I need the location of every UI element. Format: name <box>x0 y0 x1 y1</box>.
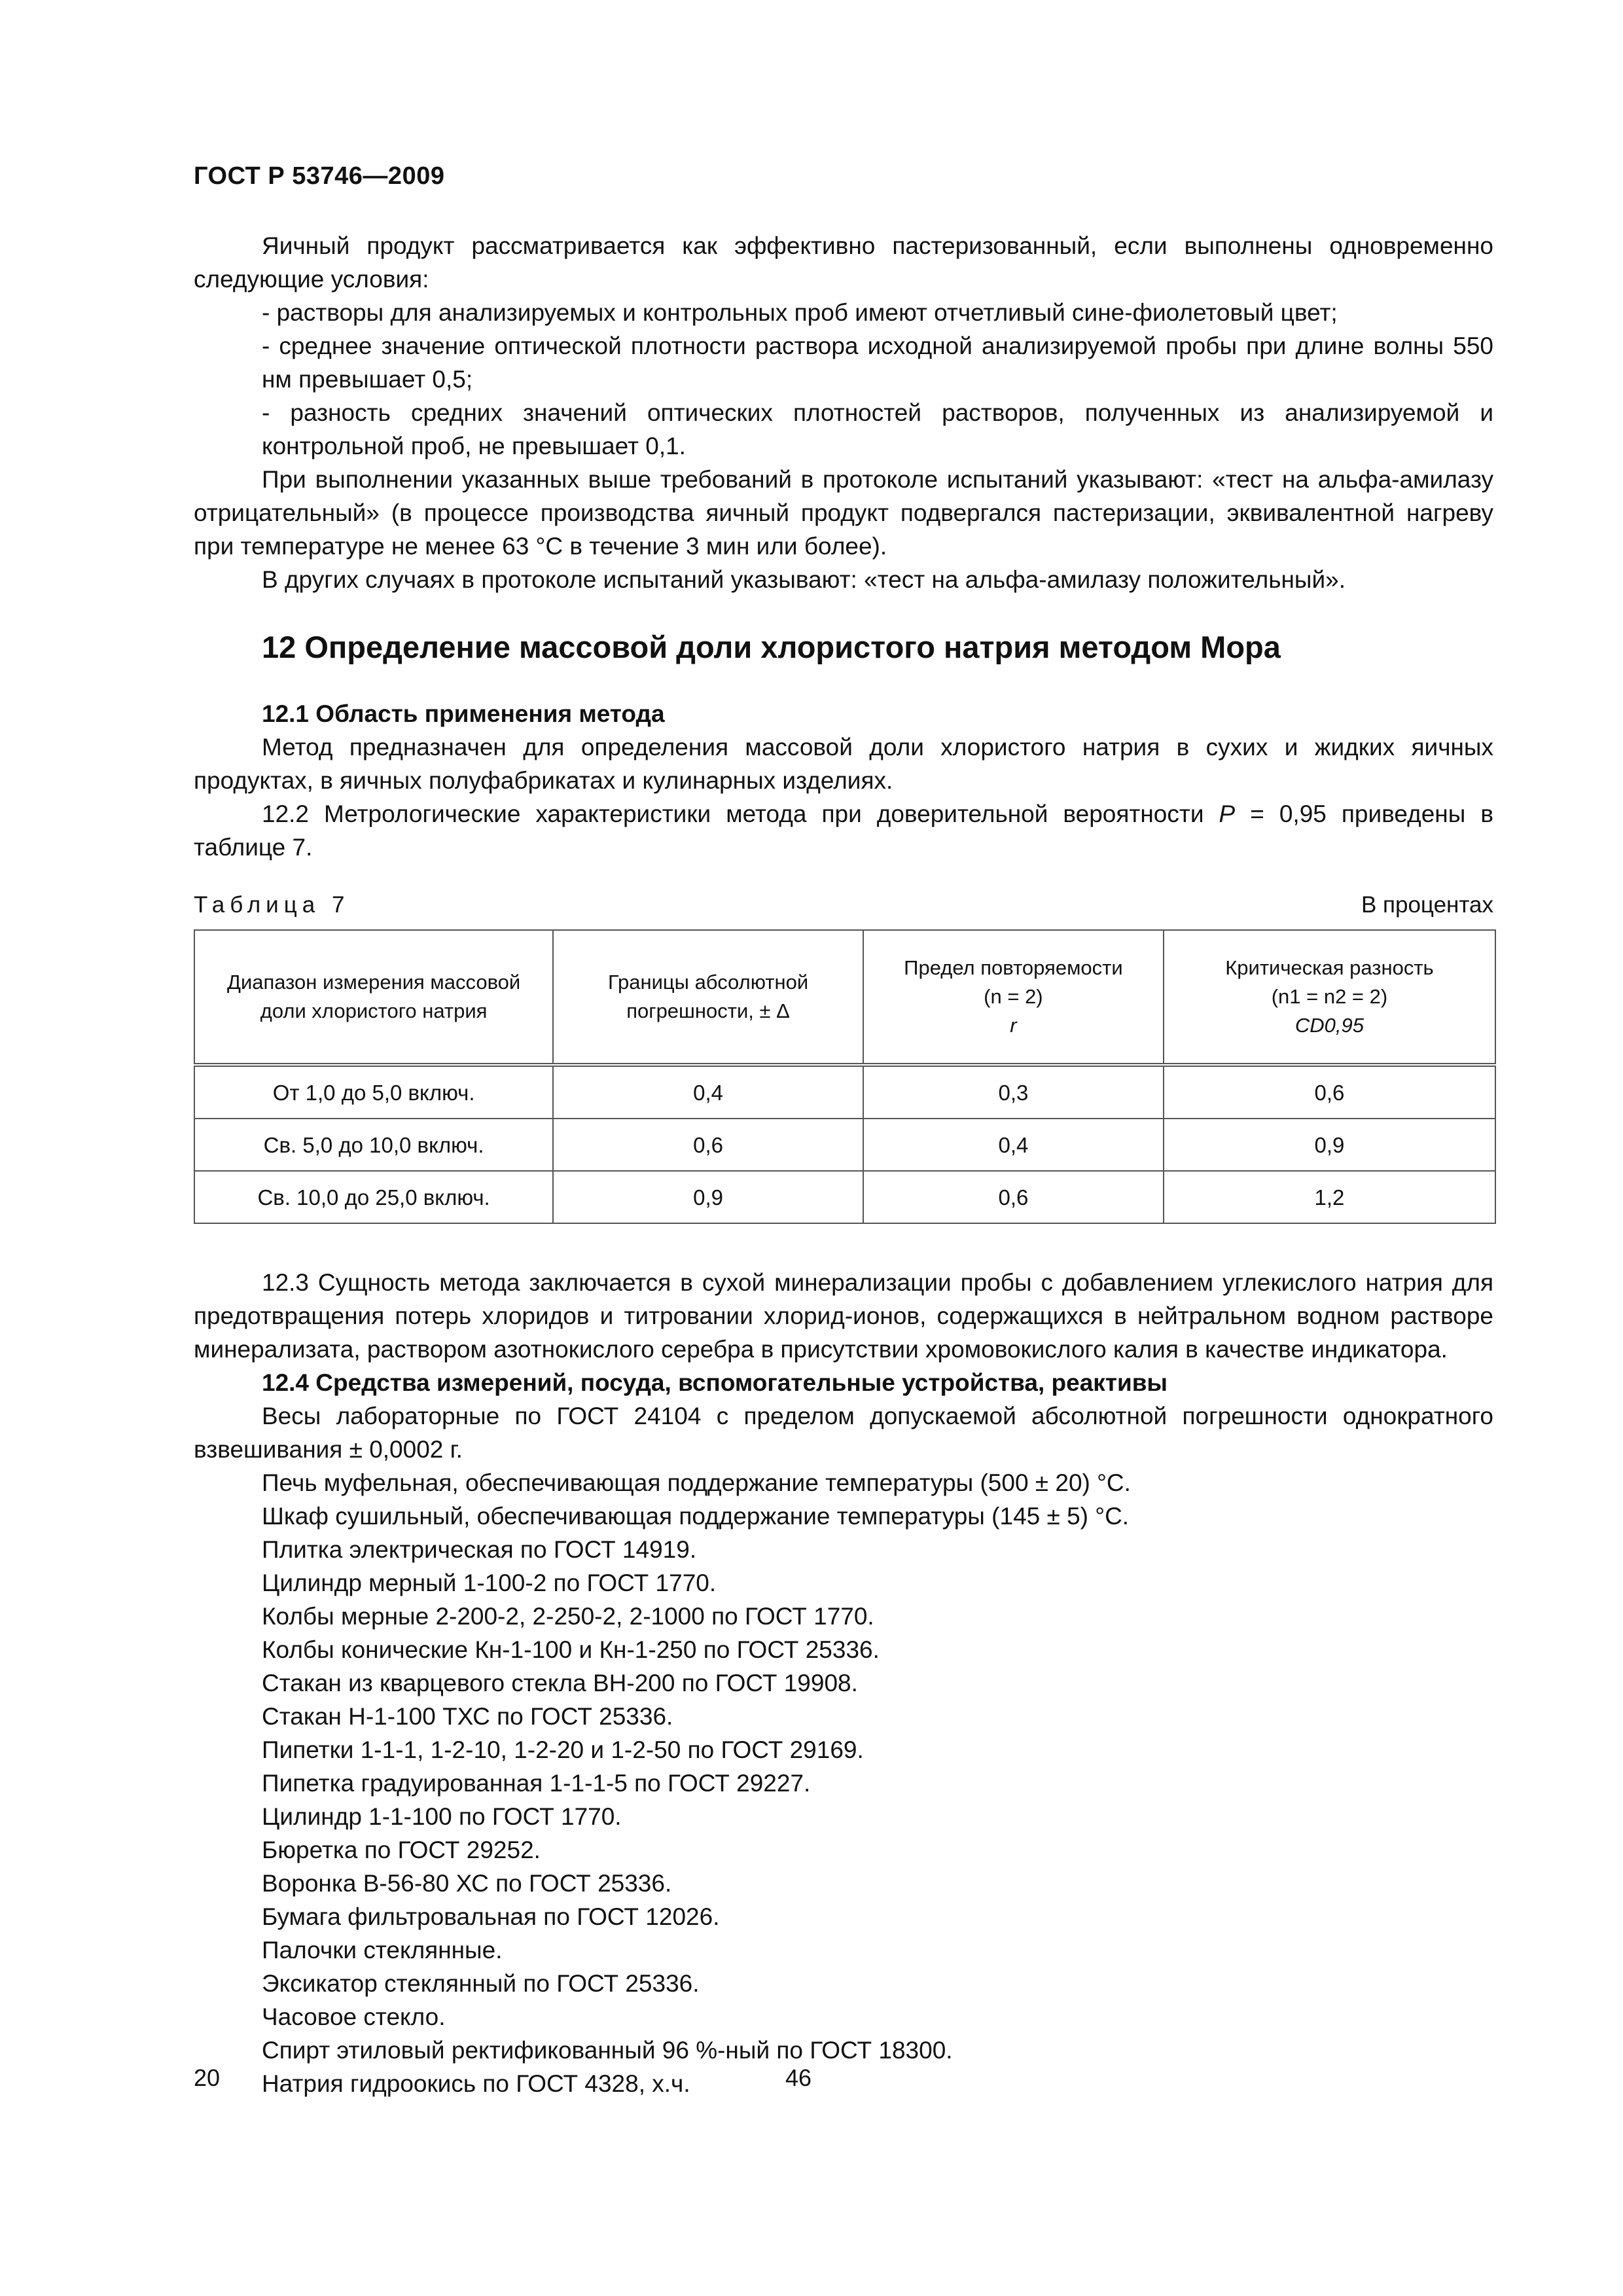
table-row <box>194 1119 1495 1171</box>
result-paragraph: В других случаях в протоколе испытаний указывают: «тест на альфа-амилазу положительный». <box>262 566 1346 593</box>
page-number-left: 20 <box>194 2064 221 2091</box>
header-range: Диапазон измерения массовой доли хлористого натрия <box>194 930 553 1065</box>
cell-repeatability: 0,4 <box>863 1119 1164 1171</box>
equipment-item: Цилиндр 1-1-100 по ГОСТ 1770. <box>262 1803 622 1830</box>
equipment-item: Бюретка по ГОСТ 29252. <box>262 1837 541 1863</box>
header-repeatability <box>863 930 1164 1065</box>
intro-paragraph: Яичный продукт рассматривается как эффективно пастеризованный, если выполнены одновременно следующие условия: <box>194 232 1493 293</box>
equipment-item: Палочки стеклянные. <box>262 1937 503 1964</box>
essence-paragraph: 12.3 Сущность метода заключается в сухой минерализации пробы с добавлением углекислого натрия для предотвращения потерь хлоридов и титровании хлорид-ионов, содержащихся в нейтральном водном растворе минерализата, раствором азотнокислого серебра в присутствии хромовокислого калия в качестве индикатора. <box>194 1269 1493 1363</box>
table-row <box>194 1171 1495 1223</box>
header-critical-n: (n1 = n2 = 2) <box>1271 985 1388 1008</box>
page-number-center: 46 <box>785 2064 812 2091</box>
section-title: 12 Определение массовой доли хлористого натрия методом Мора <box>262 630 1281 664</box>
condition-item: - среднее значение оптической плотности раствора исходной анализируемой пробы при длине волны 550 нм превышает 0,5; <box>262 332 1493 393</box>
metrology-text-b: = 0,95 приведены в таблице 7. <box>194 800 1493 861</box>
table-header-row <box>194 930 1495 1065</box>
condition-item: - разность средних значений оптических плотностей растворов, полученных из анализируемой и контрольной проб, не превышает 0,1. <box>262 399 1493 459</box>
table-units: В процентах <box>1361 892 1493 918</box>
equipment-item: Плитка электрическая по ГОСТ 14919. <box>262 1536 697 1563</box>
cell-error: 0,6 <box>553 1119 863 1171</box>
cell-critical: 0,6 <box>1164 1065 1495 1119</box>
equipment-item: Колбы конические Кн-1-100 и Кн-1-250 по ГОСТ 25336. <box>262 1636 880 1663</box>
equipment-first-item: Весы лабораторные по ГОСТ 24104 с пределом допускаемой абсолютной погрешности однократного взвешивания ± 0,0002 г. <box>194 1403 1493 1463</box>
equipment-item: Пипетки 1-1-1, 1-2-10, 1-2-20 и 1-2-50 по ГОСТ 29169. <box>262 1736 864 1763</box>
equipment-item: Колбы мерные 2-200-2, 2-250-2, 2-1000 по ГОСТ 1770. <box>262 1603 874 1630</box>
cell-repeatability: 0,3 <box>863 1065 1164 1119</box>
metrology-paragraph <box>194 797 1493 864</box>
header-repeatability-n: (n = 2) <box>984 985 1043 1008</box>
equipment-item: Натрия гидроокись по ГОСТ 4328, х.ч. <box>262 2070 690 2097</box>
table-caption <box>194 890 1493 920</box>
probability-symbol: P <box>1219 800 1236 827</box>
document-header: ГОСТ Р 53746—2009 <box>194 162 445 190</box>
cell-range: От 1,0 до 5,0 включ. <box>194 1065 553 1119</box>
header-repeatability-symbol: r <box>1010 1014 1017 1037</box>
subsection-title: 12.4 Средства измерений, посуда, вспомогательные устройства, реактивы <box>262 1369 1168 1396</box>
equipment-item: Часовое стекло. <box>262 2003 446 2030</box>
equipment-item: Спирт этиловый ректификованный 96 %-ный по ГОСТ 18300. <box>262 2037 953 2064</box>
equipment-item: Цилиндр мерный 1-100-2 по ГОСТ 1770. <box>262 1570 717 1596</box>
equipment-item: Стакан Н-1-100 ТХС по ГОСТ 25336. <box>262 1703 673 1730</box>
cell-error: 0,9 <box>553 1171 863 1223</box>
equipment-item: Шкаф сушильный, обеспечивающая поддержание температуры (145 ± 5) °С. <box>262 1503 1130 1530</box>
cell-critical: 1,2 <box>1164 1171 1495 1223</box>
equipment-item: Пипетка градуированная 1-1-1-5 по ГОСТ 29227. <box>262 1770 811 1797</box>
page-content <box>194 229 1493 2100</box>
cell-error: 0,4 <box>553 1065 863 1119</box>
equipment-item: Воронка В-56-80 ХС по ГОСТ 25336. <box>262 1870 672 1897</box>
result-paragraph: При выполнении указанных выше требований в протоколе испытаний указывают: «тест на альфа-амилазу отрицательный» (в процессе производства яичный продукт подвергался пастеризации, эквивалентной нагреву при температуре не менее 63 °С в течение 3 мин или более). <box>194 466 1493 560</box>
equipment-item: Эксикатор стеклянный по ГОСТ 25336. <box>262 1970 700 1997</box>
header-critical-line: Критическая разность <box>1225 956 1434 979</box>
cell-repeatability: 0,6 <box>863 1171 1164 1223</box>
equipment-item: Стакан из кварцевого стекла ВН-200 по ГОСТ 19908. <box>262 1670 858 1696</box>
cell-critical: 0,9 <box>1164 1119 1495 1171</box>
equipment-item: Бумага фильтровальная по ГОСТ 12026. <box>262 1903 720 1930</box>
header-critical-symbol: CD0,95 <box>1294 1014 1364 1037</box>
subsection-title: 12.1 Область применения метода <box>262 700 665 727</box>
condition-item: - растворы для анализируемых и контрольных проб имеют отчетливый сине-фиолетовый цвет; <box>262 299 1338 326</box>
equipment-item: Печь муфельная, обеспечивающая поддержание температуры (500 ± 20) °С. <box>262 1469 1131 1496</box>
cell-range: Св. 10,0 до 25,0 включ. <box>194 1171 553 1223</box>
metrology-table <box>194 929 1496 1224</box>
metrology-text-a: 12.2 Метрологические характеристики метода при доверительной вероятности <box>262 800 1219 827</box>
header-error: Границы абсолютной погрешности, ± Δ <box>553 930 863 1065</box>
header-repeatability-line: Предел повторяемости <box>904 956 1123 979</box>
header-critical-difference <box>1164 930 1495 1065</box>
table-number: Таблица 7 <box>194 892 350 918</box>
scope-paragraph: Метод предназначен для определения массовой доли хлористого натрия в сухих и жидких яичных продуктах, в яичных полуфабрикатах и кулинарных изделиях. <box>194 734 1493 794</box>
cell-range: Св. 5,0 до 10,0 включ. <box>194 1119 553 1171</box>
equipment-list <box>194 1466 1493 2100</box>
table-row <box>194 1065 1495 1119</box>
